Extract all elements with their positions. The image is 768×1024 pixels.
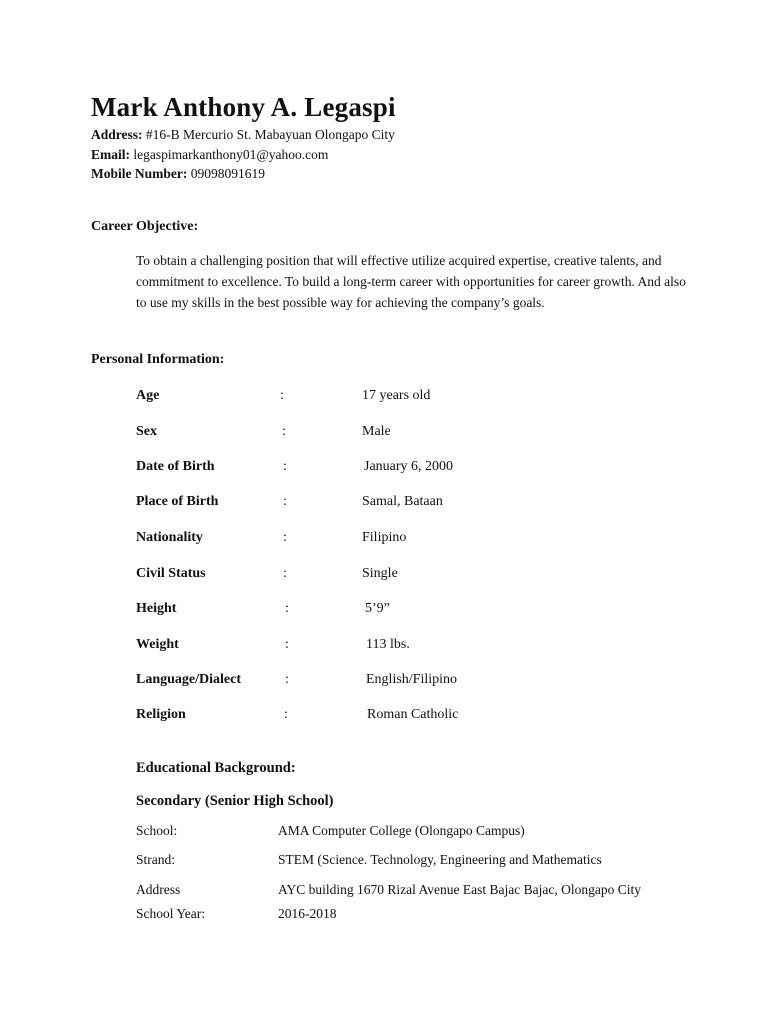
pi-value-religion: Roman Catholic: [367, 707, 459, 722]
mobile-label: Mobile Number:: [91, 166, 188, 181]
pi-label-place-of-birth: Place of Birth: [136, 494, 219, 509]
address-label: Address:: [91, 127, 143, 142]
email-line: [91, 147, 328, 163]
pi-label-date-of-birth: Date of Birth: [136, 459, 215, 474]
pi-label-language-dialect: Language/Dialect: [136, 672, 241, 687]
pi-label-civil-status: Civil Status: [136, 566, 206, 581]
mobile-line: [91, 166, 265, 182]
pi-label-age: Age: [136, 388, 160, 403]
pi-value-weight: 113 lbs.: [366, 637, 410, 652]
mobile-value: 09098091619: [187, 166, 265, 181]
pi-colon-place-of-birth: :: [283, 494, 287, 509]
pi-value-date-of-birth: January 6, 2000: [364, 459, 454, 474]
pi-value-nationality: Filipino: [362, 530, 407, 545]
edu-label-address: Address: [136, 882, 181, 897]
pi-colon-nationality: :: [283, 530, 287, 545]
pi-label-weight: Weight: [136, 637, 179, 652]
pi-value-height: 5’9”: [365, 601, 390, 616]
pi-label-sex: Sex: [136, 424, 157, 439]
edu-value-school: AMA Computer College (Olongapo Campus): [278, 823, 525, 838]
education-level-heading: Secondary (Senior High School): [136, 793, 334, 809]
applicant-name: Mark Anthony A. Legaspi: [91, 92, 396, 122]
email-value: legaspimarkanthony01@yahoo.com: [130, 147, 329, 162]
pi-colon-age: :: [280, 388, 284, 403]
edu-label-strand: Strand:: [136, 852, 175, 867]
career-objective-heading: Career Objective:: [91, 219, 199, 234]
pi-colon-weight: :: [285, 637, 289, 652]
edu-value-school-year: 2016-2018: [278, 906, 337, 921]
pi-label-religion: Religion: [136, 707, 186, 722]
edu-label-school-year: School Year:: [136, 906, 206, 921]
pi-value-sex: Male: [362, 424, 391, 439]
pi-label-nationality: Nationality: [136, 530, 203, 545]
pi-colon-civil-status: :: [283, 566, 287, 581]
pi-value-language-dialect: English/Filipino: [366, 672, 458, 687]
career-objective-text: To obtain a challenging position that will effective utilize acquired expertise, creative talents, and commitment to excellence. To build a long-term career with opportunities for career growth. And also to use my skills in the best possible way for achieving the company’s goals.: [136, 253, 686, 310]
pi-colon-religion: :: [284, 707, 288, 722]
pi-colon-height: :: [285, 601, 289, 616]
educational-background-heading: Educational Background:: [136, 760, 296, 776]
edu-value-address: AYC building 1670 Rizal Avenue East Bajac Bajac, Olongapo City: [278, 882, 641, 897]
pi-colon-language-dialect: :: [285, 672, 289, 687]
pi-value-civil-status: Single: [362, 566, 398, 581]
pi-value-place-of-birth: Samal, Bataan: [362, 494, 443, 509]
personal-information-heading: Personal Information:: [91, 352, 225, 367]
edu-value-strand: STEM (Science. Technology, Engineering and Mathematics: [278, 852, 602, 867]
email-label: Email:: [91, 147, 130, 162]
pi-label-height: Height: [136, 601, 177, 616]
pi-colon-date-of-birth: :: [283, 459, 287, 474]
address-line: [91, 127, 395, 143]
pi-value-age: 17 years old: [362, 388, 431, 403]
address-value: #16-B Mercurio St. Mabayuan Olongapo City: [142, 127, 395, 142]
edu-label-school: School:: [136, 823, 178, 838]
pi-colon-sex: :: [282, 424, 286, 439]
